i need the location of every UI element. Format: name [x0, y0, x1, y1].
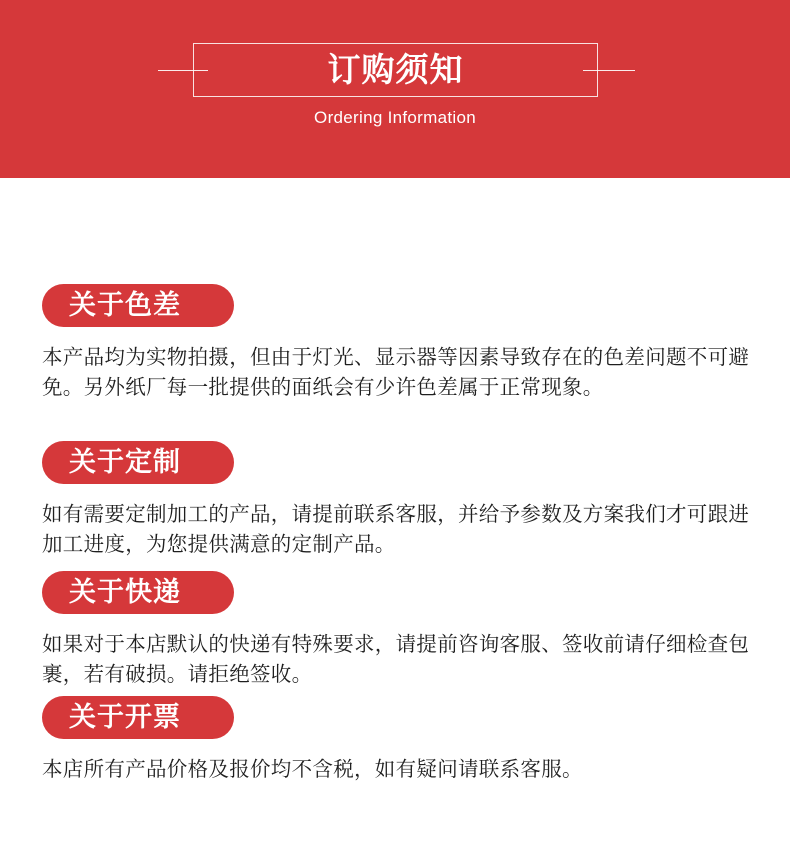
section-title-customization: 关于定制: [42, 441, 234, 484]
header-banner: [0, 0, 790, 178]
section-delivery: [42, 571, 762, 689]
section-customization: [42, 441, 762, 559]
page-title: 订购须知: [327, 50, 464, 89]
section-invoice: [42, 696, 762, 784]
section-title-color-difference: 关于色差: [42, 284, 234, 327]
section-title-delivery: 关于快递: [42, 571, 234, 614]
page-subtitle: Ordering Information: [314, 108, 476, 127]
section-text-color-difference: 本产品均为实物拍摄，但由于灯光、显示器等因素导致存在的色差问题不可避免。另外纸厂每一批提供的面纸会有少许色差属于正常现象。: [42, 345, 750, 399]
section-text-customization: 如有需要定制加工的产品，请提前联系客服，并给予参数及方案我们才可跟进加工进度，为您提供满意的定制产品。: [42, 502, 750, 556]
section-text-delivery: 如果对于本店默认的快递有特殊要求，请提前咨询客服、签收前请仔细检查包裹，若有破损。请拒绝签收。: [42, 632, 750, 686]
section-color-difference: [42, 284, 762, 402]
section-title-invoice: 关于开票: [42, 696, 234, 739]
section-text-invoice: 本店所有产品价格及报价均不含税，如有疑问请联系客服。: [42, 757, 583, 781]
